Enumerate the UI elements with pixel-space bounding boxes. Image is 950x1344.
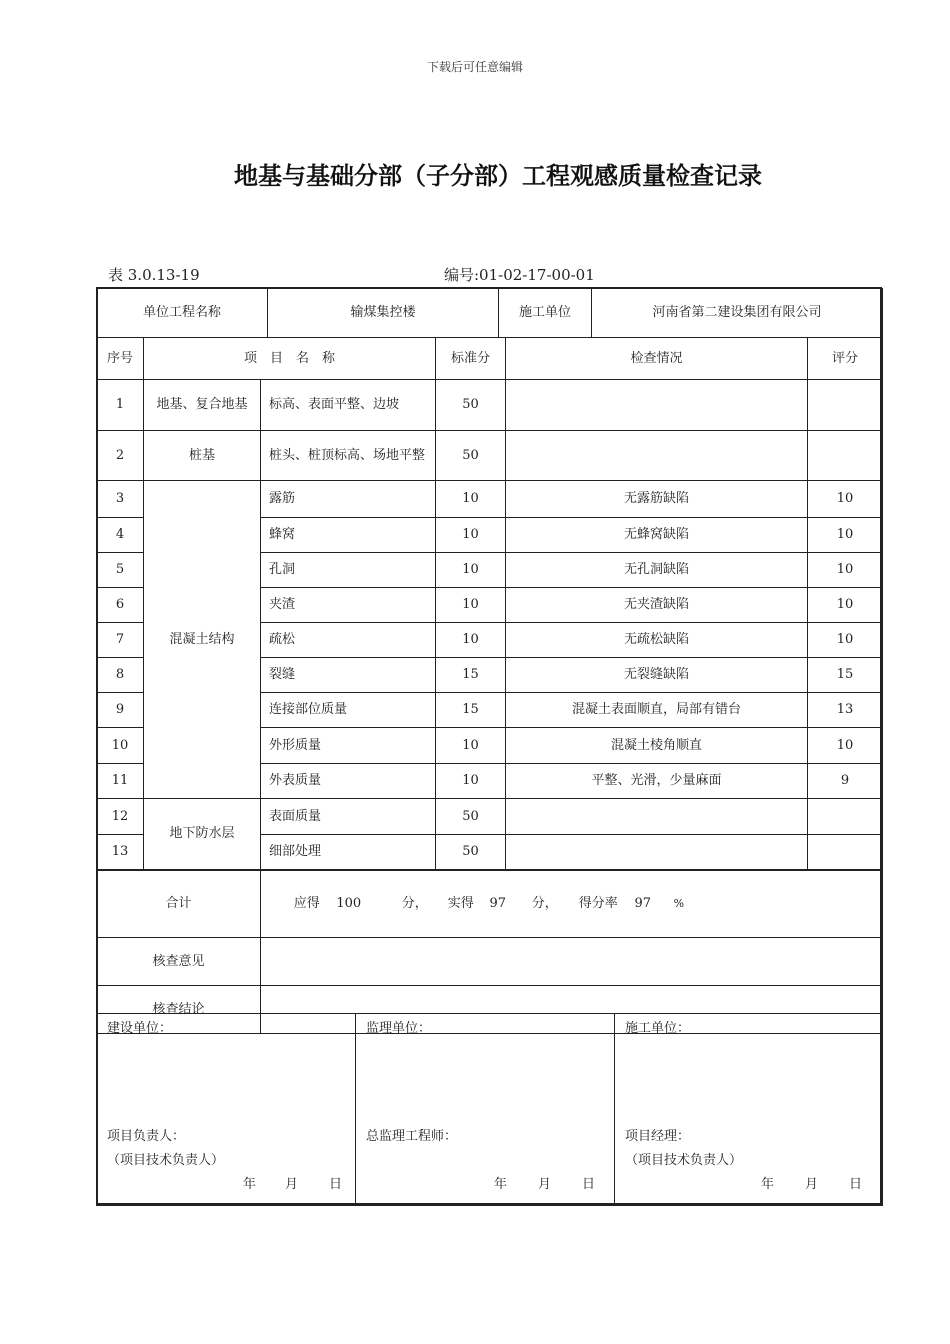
row-score: 10: [808, 481, 883, 518]
contractor-signature-cell: [615, 1014, 883, 1206]
owner-month: 月: [285, 1177, 299, 1192]
review-conclusion-label: 核查结论: [97, 986, 261, 1034]
owner-year: 年: [243, 1177, 257, 1192]
row-no: 4: [97, 518, 144, 553]
review-opinion-label: 核查意见: [97, 938, 261, 986]
col-header-standard: 标准分: [436, 338, 506, 380]
supervisor-day: 日: [582, 1177, 596, 1192]
contractor-tech-label: （项目技术负责人）: [625, 1153, 743, 1168]
group-label: 混凝土结构: [144, 481, 261, 799]
contractor-year: 年: [761, 1177, 775, 1192]
supervisor-person-label: 总监理工程师：: [366, 1129, 458, 1144]
row-standard: 50: [436, 799, 506, 835]
contractor-value: 河南省第二建设集团有限公司: [592, 289, 883, 338]
row-check: 无蜂窝缺陷: [506, 518, 808, 553]
document-title: 地基与基础分部（子分部）工程观感质量检查记录: [234, 162, 762, 190]
project-info-table: [96, 288, 883, 338]
contractor-person-label: 项目经理：: [625, 1129, 691, 1144]
row-score: 10: [808, 588, 883, 623]
row-standard: 10: [436, 553, 506, 588]
row-standard: 15: [436, 693, 506, 728]
col-header-score: 评分: [808, 338, 883, 380]
total-row: [97, 871, 883, 938]
row-item: 表面质量: [261, 799, 436, 835]
contractor-unit-label: 施工单位：: [625, 1021, 691, 1036]
table-row: [97, 380, 883, 431]
group-label: 地下防水层: [144, 799, 261, 870]
rate-label: 得分率: [578, 896, 618, 911]
row-score: [808, 835, 883, 870]
total-detail: [261, 871, 883, 938]
row-score: 10: [808, 623, 883, 658]
project-info-row: [97, 289, 883, 338]
row-no: 10: [97, 728, 144, 764]
signature-row: [97, 1014, 883, 1206]
row-standard: 10: [436, 623, 506, 658]
row-check: 无裂缝缺陷: [506, 658, 808, 693]
inspection-table: [96, 337, 883, 870]
rate-value: 97: [634, 896, 652, 911]
row-check: [506, 835, 808, 870]
row-check: 无露筋缺陷: [506, 481, 808, 518]
row-check: 无孔洞缺陷: [506, 553, 808, 588]
owner-unit-label: 建设单位：: [107, 1021, 173, 1036]
contractor-day: 日: [849, 1177, 863, 1192]
table-row: [97, 799, 883, 835]
table-row: [97, 481, 883, 518]
row-check: [506, 431, 808, 481]
row-no: 2: [97, 431, 144, 481]
owner-tech-label: （项目技术负责人）: [107, 1153, 225, 1168]
row-item: 外表质量: [261, 764, 436, 799]
table-row: [97, 431, 883, 481]
row-score: 10: [808, 518, 883, 553]
actual-label: 实得: [447, 896, 474, 911]
group-label: 桩基: [144, 431, 261, 481]
serial-number: 编号:01-02-17-00-01: [444, 266, 595, 284]
row-check: 混凝土表面顺直，局部有错台: [506, 693, 808, 728]
row-item: 蜂窝: [261, 518, 436, 553]
group-label: 地基、复合地基: [144, 380, 261, 431]
row-score: 10: [808, 553, 883, 588]
row-score: 10: [808, 728, 883, 764]
signature-table: [96, 1013, 883, 1206]
row-no: 11: [97, 764, 144, 799]
unit-name-label: 单位工程名称: [97, 289, 268, 338]
supervisor-signature-cell: [356, 1014, 615, 1206]
total-label: 合计: [97, 871, 261, 938]
header-note: 下载后可任意编辑: [426, 60, 523, 74]
table-header-row: [97, 338, 883, 380]
row-standard: 10: [436, 518, 506, 553]
row-no: 6: [97, 588, 144, 623]
row-item: 露筋: [261, 481, 436, 518]
summary-table: [96, 870, 883, 1034]
row-score: [808, 799, 883, 835]
review-opinion-row: [97, 938, 883, 986]
row-no: 7: [97, 623, 144, 658]
row-no: 9: [97, 693, 144, 728]
row-check: [506, 380, 808, 431]
row-no: 5: [97, 553, 144, 588]
row-item: 外形质量: [261, 728, 436, 764]
supervisor-year: 年: [494, 1177, 508, 1192]
should-value: 100: [336, 896, 362, 911]
row-item: 孔洞: [261, 553, 436, 588]
row-no: 12: [97, 799, 144, 835]
row-standard: 15: [436, 658, 506, 693]
unit-label: 分，: [531, 896, 558, 911]
row-item: 疏松: [261, 623, 436, 658]
owner-person-label: 项目负责人：: [107, 1129, 186, 1144]
row-standard: 50: [436, 380, 506, 431]
row-item: 细部处理: [261, 835, 436, 870]
row-item: 连接部位质量: [261, 693, 436, 728]
row-score: [808, 431, 883, 481]
percent-sign: %: [673, 897, 685, 910]
row-standard: 10: [436, 728, 506, 764]
row-standard: 10: [436, 481, 506, 518]
row-check: 无疏松缺陷: [506, 623, 808, 658]
row-item: 桩头、桩顶标高、场地平整: [261, 431, 436, 481]
form-code: 表 3.0.13-19: [108, 266, 200, 284]
row-score: [808, 380, 883, 431]
row-standard: 10: [436, 764, 506, 799]
row-no: 3: [97, 481, 144, 518]
contractor-month: 月: [805, 1177, 819, 1192]
row-no: 13: [97, 835, 144, 870]
row-standard: 50: [436, 835, 506, 870]
supervisor-unit-label: 监理单位：: [366, 1021, 432, 1036]
review-opinion-value: [261, 938, 883, 986]
row-check: 平整、光滑，少量麻面: [506, 764, 808, 799]
row-standard: 50: [436, 431, 506, 481]
row-item: 夹渣: [261, 588, 436, 623]
row-no: 1: [97, 380, 144, 431]
row-score: 9: [808, 764, 883, 799]
owner-day: 日: [329, 1177, 343, 1192]
row-no: 8: [97, 658, 144, 693]
row-standard: 10: [436, 588, 506, 623]
supervisor-month: 月: [538, 1177, 552, 1192]
col-header-no: 序号: [97, 338, 144, 380]
unit-label: 分，: [401, 896, 428, 911]
row-check: [506, 799, 808, 835]
row-item: 裂缝: [261, 658, 436, 693]
unit-name-value: 输煤集控楼: [268, 289, 499, 338]
contractor-label: 施工单位: [499, 289, 592, 338]
row-score: 13: [808, 693, 883, 728]
col-header-item: 项 目 名 称: [144, 338, 436, 380]
actual-value: 97: [489, 896, 507, 911]
row-item: 标高、表面平整、边坡: [261, 380, 436, 431]
should-label: 应得: [293, 896, 320, 911]
col-header-check: 检查情况: [506, 338, 808, 380]
owner-signature-cell: [97, 1014, 356, 1206]
row-check: 无夹渣缺陷: [506, 588, 808, 623]
row-check: 混凝土棱角顺直: [506, 728, 808, 764]
row-score: 15: [808, 658, 883, 693]
